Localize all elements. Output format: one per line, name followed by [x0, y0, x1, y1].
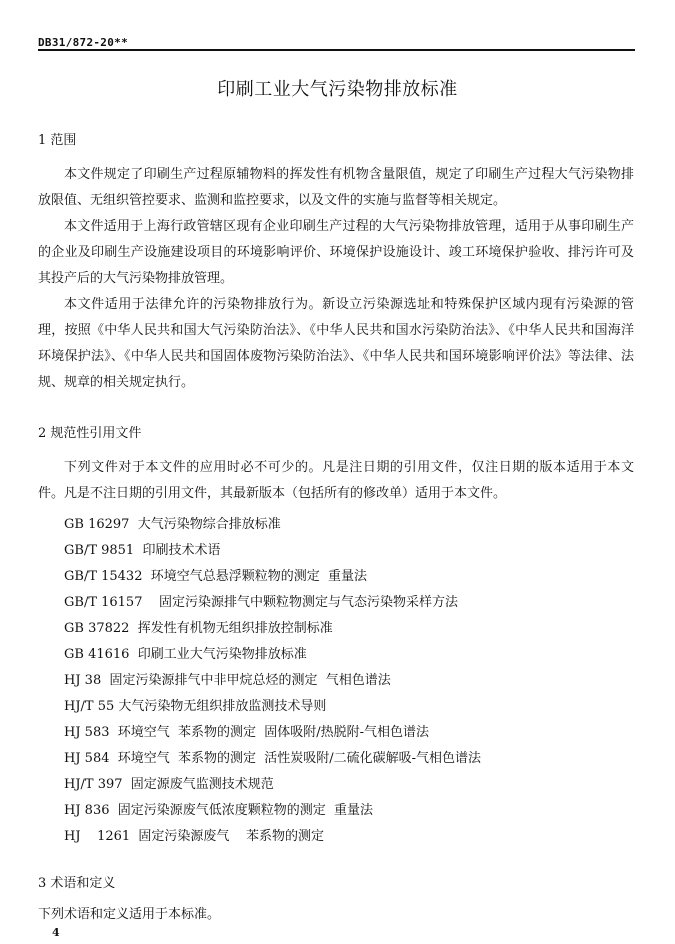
reference-item: GB/T 15432 环境空气总悬浮颗粒物的测定 重量法 — [64, 569, 368, 584]
reference-item: HJ/T 55 大气污染物无组织排放监测技术导则 — [64, 699, 327, 714]
document-number: DB31/872-20** — [38, 36, 128, 49]
page-title: 印刷工业大气污染物排放标准 — [217, 79, 458, 100]
reference-item: HJ 583 环境空气 苯系物的测定 固体吸附/热脱附-气相色谱法 — [64, 725, 430, 740]
scope-paragraph-3: 本文件适用于法律允许的污染物排放行为。新设立污染源选址和特殊保护区域内现有污染源的管理，按照《中华人民共和国大气污染防治法》、《中华人民共和国水污染防治法》、《中华人民共和国海洋环境保护法》、《中华人民共和国固体废物污染防治法》、《中华人民共和国环境影响评价法》等法律、法规、规章的相关规定执行。 — [38, 297, 634, 390]
scope-paragraph-2: 本文件适用于上海行政管辖区现有企业印刷生产过程的大气污染物排放管理，适用于从事印刷生产的企业及印刷生产设施建设项目的环境影响评价、环境保护设施设计、竣工环境保护验收、排污许可及其投产后的大气污染物排放管理。 — [38, 219, 634, 286]
references-intro: 下列文件对于本文件的应用时必不可少的。凡是注日期的引用文件，仅注日期的版本适用于本文件。凡是不注日期的引用文件，其最新版本（包括所有的修改单）适用于本文件。 — [38, 460, 634, 501]
section-heading-terms: 3 术语和定义 — [38, 876, 116, 891]
header-rule — [38, 49, 635, 51]
section-heading-scope: 1 范围 — [38, 133, 77, 148]
section-heading-references: 2 规范性引用文件 — [38, 426, 142, 441]
reference-item: GB/T 16157 固定污染源排气中颗粒物测定与气态污染物采样方法 — [64, 595, 459, 610]
reference-item: HJ 38 固定污染源排气中非甲烷总烃的测定 气相色谱法 — [64, 673, 391, 688]
reference-item: HJ/T 397 固定源废气监测技术规范 — [64, 777, 274, 792]
reference-item: GB 41616 印刷工业大气污染物排放标准 — [64, 647, 307, 662]
reference-item: HJ 836 固定污染源废气低浓度颗粒物的测定 重量法 — [64, 803, 374, 818]
reference-item: GB 16297 大气污染物综合排放标准 — [64, 517, 281, 532]
reference-item: HJ 584 环境空气 苯系物的测定 活性炭吸附/二硫化碳解吸-气相色谱法 — [64, 751, 482, 766]
terms-intro: 下列术语和定义适用于本标准。 — [38, 907, 221, 922]
reference-item: GB 37822 挥发性有机物无组织排放控制标准 — [64, 621, 333, 636]
reference-item: GB/T 9851 印刷技术术语 — [64, 543, 221, 558]
reference-item: HJ 1261 固定污染源废气 苯系物的测定 — [64, 829, 324, 844]
page-number: 4 — [52, 926, 60, 939]
scope-paragraph-1: 本文件规定了印刷生产过程原辅物料的挥发性有机物含量限值，规定了印刷生产过程大气污染物排放限值、无组织管控要求、监测和监控要求，以及文件的实施与监督等相关规定。 — [38, 167, 634, 208]
